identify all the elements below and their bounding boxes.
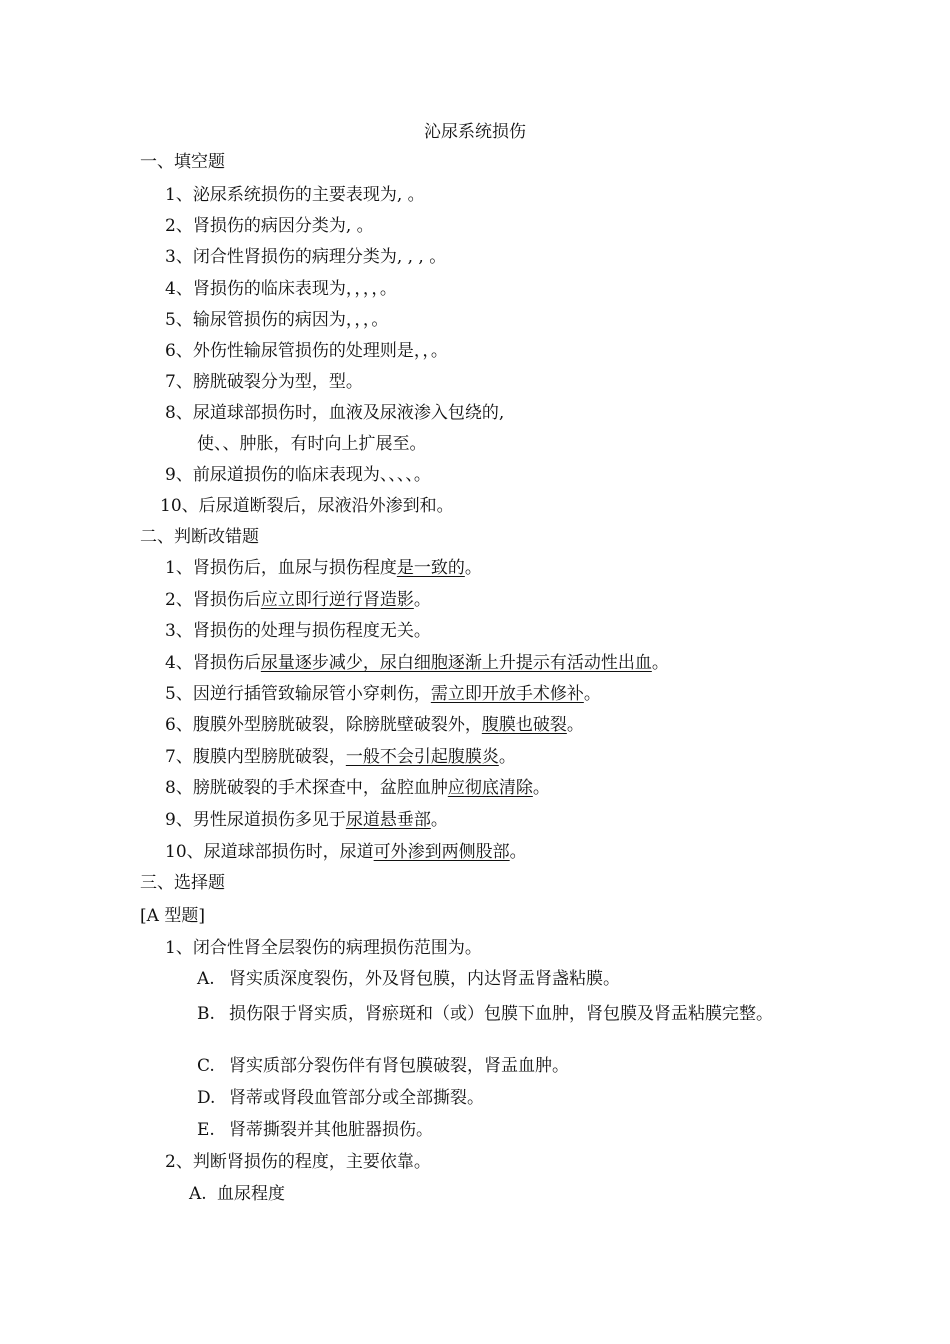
list-item xyxy=(165,557,482,579)
list-item xyxy=(165,683,601,705)
option-letter: D. xyxy=(197,1088,216,1108)
option-letter: E. xyxy=(197,1120,215,1140)
list-item: 7、膀胱破裂分为型，型。 xyxy=(165,372,363,392)
underlined-text: 应立即行逆行肾造影 xyxy=(260,590,414,610)
item-text: 10、尿道球部损伤时，尿道 xyxy=(165,842,374,862)
list-item: 10、后尿道断裂后，尿液沿外渗到和。 xyxy=(160,496,454,516)
underlined-text: 尿道悬垂部 xyxy=(345,810,431,830)
document-title: 沁尿系统损伤 xyxy=(424,122,526,142)
list-item xyxy=(165,746,516,768)
item-text: 4、肾损伤后 xyxy=(165,653,261,673)
section-heading-choice: 三、选择题 xyxy=(140,873,225,893)
answer-option xyxy=(197,1003,807,1025)
list-item xyxy=(165,809,448,831)
list-item xyxy=(165,714,584,736)
option-letter: A. xyxy=(197,969,215,989)
item-punct: 。 xyxy=(498,747,516,767)
list-item: 3、闭合性肾损伤的病理分类为, , , 。 xyxy=(165,247,447,267)
item-punct: 。 xyxy=(566,715,584,735)
section-heading-true-false: 二、判断改错题 xyxy=(140,527,259,547)
underlined-text: 可外渗到两侧股部 xyxy=(373,842,510,862)
list-item: 5、输尿管损伤的病因为，，，。 xyxy=(165,310,389,330)
question-stem: 1、闭合性肾全层裂伤的病理损伤范围为。 xyxy=(165,938,482,958)
item-punct: 。 xyxy=(413,590,431,610)
item-text: 5、因逆行插管致输尿管小穿刺伤， xyxy=(165,684,431,704)
option-letter: B. xyxy=(197,1004,215,1024)
option-letter: A. xyxy=(189,1184,207,1204)
list-item: 4、肾损伤的临床表现为，，，，。 xyxy=(165,279,397,299)
subheading-a-type: [A 型题] xyxy=(140,906,205,926)
list-item: 6、外伤性输尿管损伤的处理则是，，。 xyxy=(165,341,448,361)
list-item: 9、前尿道损伤的临床表现为、、、、。 xyxy=(165,465,431,485)
option-text: 肾实质深度裂伤，外及肾包膜，内达肾盂肾盏粘膜。 xyxy=(229,969,620,989)
item-punct: 。 xyxy=(583,684,601,704)
list-item: 8、尿道球部损伤时，血液及尿液渗入包绕的, xyxy=(165,403,505,423)
list-item-continuation: 使、、肿胀，有时向上扩展至。 xyxy=(197,434,427,454)
item-text: 6、腹膜外型膀胱破裂，除膀胱壁破裂外， xyxy=(165,715,482,735)
item-text: 7、腹膜内型膀胱破裂， xyxy=(165,747,346,767)
list-item xyxy=(165,652,669,674)
option-letter: C. xyxy=(197,1056,215,1076)
list-item: 1、泌尿系统损伤的主要表现为, 。 xyxy=(165,185,425,205)
section-heading-fill-blank: 一、填空题 xyxy=(140,152,225,172)
answer-option xyxy=(189,1183,285,1205)
item-text: 1、肾损伤后，血尿与损伤程度 xyxy=(165,558,397,578)
answer-option xyxy=(197,1055,569,1077)
answer-option xyxy=(197,1119,433,1141)
item-punct: 。 xyxy=(464,558,482,578)
item-punct: 。 xyxy=(509,842,527,862)
list-item: 2、肾损伤的病因分类为, 。 xyxy=(165,216,374,236)
item-punct: 。 xyxy=(651,653,669,673)
list-item xyxy=(165,620,431,642)
option-text: 损伤限于肾实质，肾瘀斑和（或）包膜下血肿，肾包膜及肾盂粘膜完整。 xyxy=(229,1004,773,1024)
item-text: 3、肾损伤的处理与损伤程度无关。 xyxy=(165,621,431,641)
underlined-text: 应彻底清除 xyxy=(447,778,533,798)
list-item xyxy=(165,841,527,863)
option-text: 肾蒂撕裂并其他脏器损伤。 xyxy=(229,1120,433,1140)
question-stem: 2、判断肾损伤的程度，主要依靠。 xyxy=(165,1152,431,1172)
option-text: 肾实质部分裂伤伴有肾包膜破裂，肾盂血肿。 xyxy=(229,1056,569,1076)
item-text: 8、膀胱破裂的手术探查中，盆腔血肿 xyxy=(165,778,448,798)
item-text: 2、肾损伤后 xyxy=(165,590,261,610)
underlined-text: 是一致的 xyxy=(396,558,465,578)
list-item xyxy=(165,777,550,799)
underlined-text: 尿量逐步减少，尿白细胞逐渐上升提示有活动性出血 xyxy=(260,653,652,673)
item-punct: 。 xyxy=(532,778,550,798)
answer-option xyxy=(197,968,620,990)
option-text: 肾蒂或肾段血管部分或全部撕裂。 xyxy=(229,1088,484,1108)
underlined-text: 腹膜也破裂 xyxy=(481,715,567,735)
underlined-text: 一般不会引起腹膜炎 xyxy=(345,747,499,767)
list-item xyxy=(165,589,431,611)
underlined-text: 需立即开放手术修补 xyxy=(430,684,584,704)
item-text: 9、男性尿道损伤多见于 xyxy=(165,810,346,830)
answer-option xyxy=(197,1087,484,1109)
item-punct: 。 xyxy=(430,810,448,830)
option-text: 血尿程度 xyxy=(217,1184,285,1204)
